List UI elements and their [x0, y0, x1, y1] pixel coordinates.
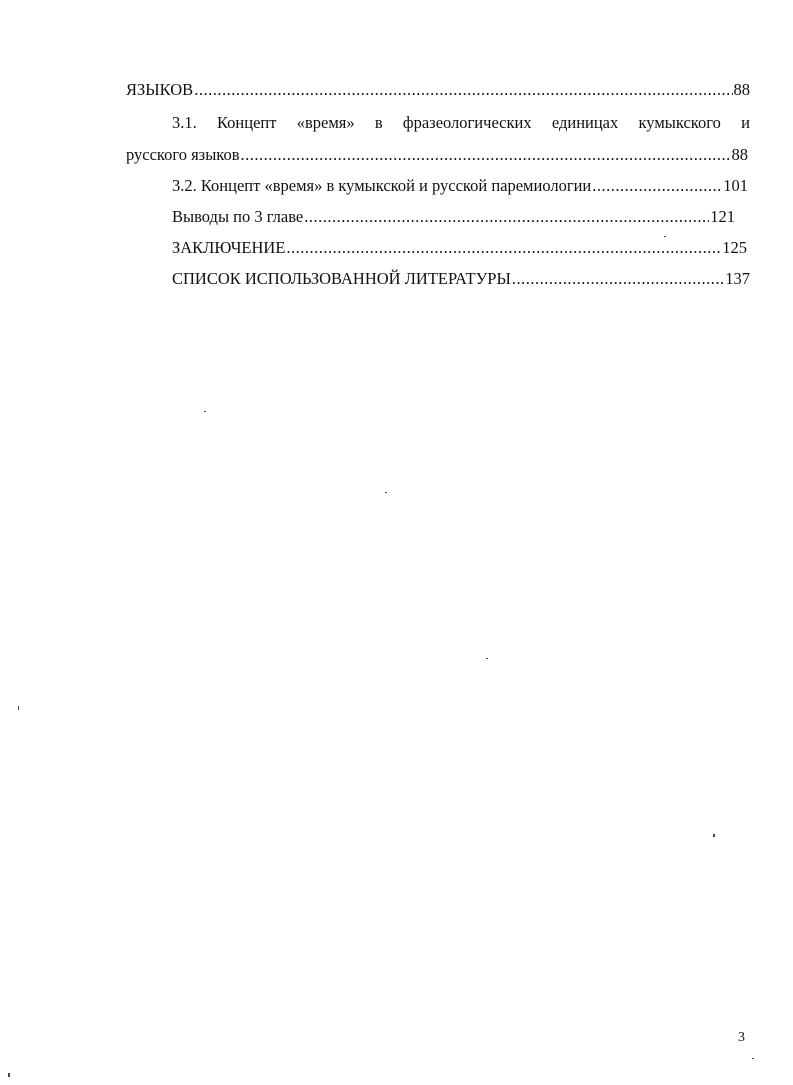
toc-entry-title: 3.2. Концепт «время» в кумыкской и русской паремиологии	[172, 176, 592, 195]
scan-speck	[486, 658, 488, 659]
toc-entry-title: ЗАКЛЮЧЕНИЕ	[172, 238, 286, 257]
toc-leader-dots	[194, 80, 732, 100]
toc-word: единицах	[551, 113, 619, 132]
toc-entry-page: 88	[733, 80, 750, 99]
toc-leader-dots	[241, 145, 731, 165]
toc-leader-dots	[512, 269, 724, 289]
toc-word: 3.1.	[172, 113, 197, 132]
toc-word: «время»	[296, 113, 355, 132]
toc-entry-title: ЯЗЫКОВ	[126, 80, 194, 99]
toc-entry-page: 137	[725, 269, 750, 288]
scan-speck	[664, 236, 666, 237]
scan-speck	[18, 706, 19, 710]
scan-speck	[385, 492, 387, 493]
toc-leader-dots	[286, 238, 721, 258]
scan-speck	[713, 834, 715, 837]
toc-entry-title: русского языков	[126, 145, 240, 164]
toc-entry-3-1-line1	[172, 113, 750, 133]
toc-leader-dots	[592, 176, 722, 196]
toc-word: кумыкского	[638, 113, 721, 132]
toc-entry-page: 101	[723, 176, 748, 195]
page-number: 3	[738, 1030, 745, 1045]
toc-word: Концепт	[217, 113, 277, 132]
toc-entry-conclusion	[172, 238, 747, 258]
toc-entry-title: СПИСОК ИСПОЛЬЗОВАННОЙ ЛИТЕРАТУРЫ	[172, 269, 511, 288]
toc-leader-dots	[304, 207, 709, 227]
scan-speck	[8, 1073, 10, 1077]
toc-entry-3-2	[172, 176, 748, 196]
toc-entry-title: Выводы по 3 главе	[172, 207, 304, 226]
toc-word: фразеологических	[402, 113, 532, 132]
toc-entry-3-1-line2	[126, 145, 748, 165]
toc-entry-page: 88	[731, 145, 748, 164]
toc-word: и	[741, 113, 750, 132]
toc-entry-conclusions-3	[172, 207, 735, 227]
scan-speck	[752, 1058, 754, 1059]
toc-entry-page: 125	[722, 238, 747, 257]
toc-entry-bibliography	[172, 269, 750, 289]
toc-word: в	[374, 113, 383, 132]
scan-speck	[204, 411, 206, 412]
toc-entry-languages	[126, 80, 750, 100]
toc-entry-page: 121	[710, 207, 735, 226]
